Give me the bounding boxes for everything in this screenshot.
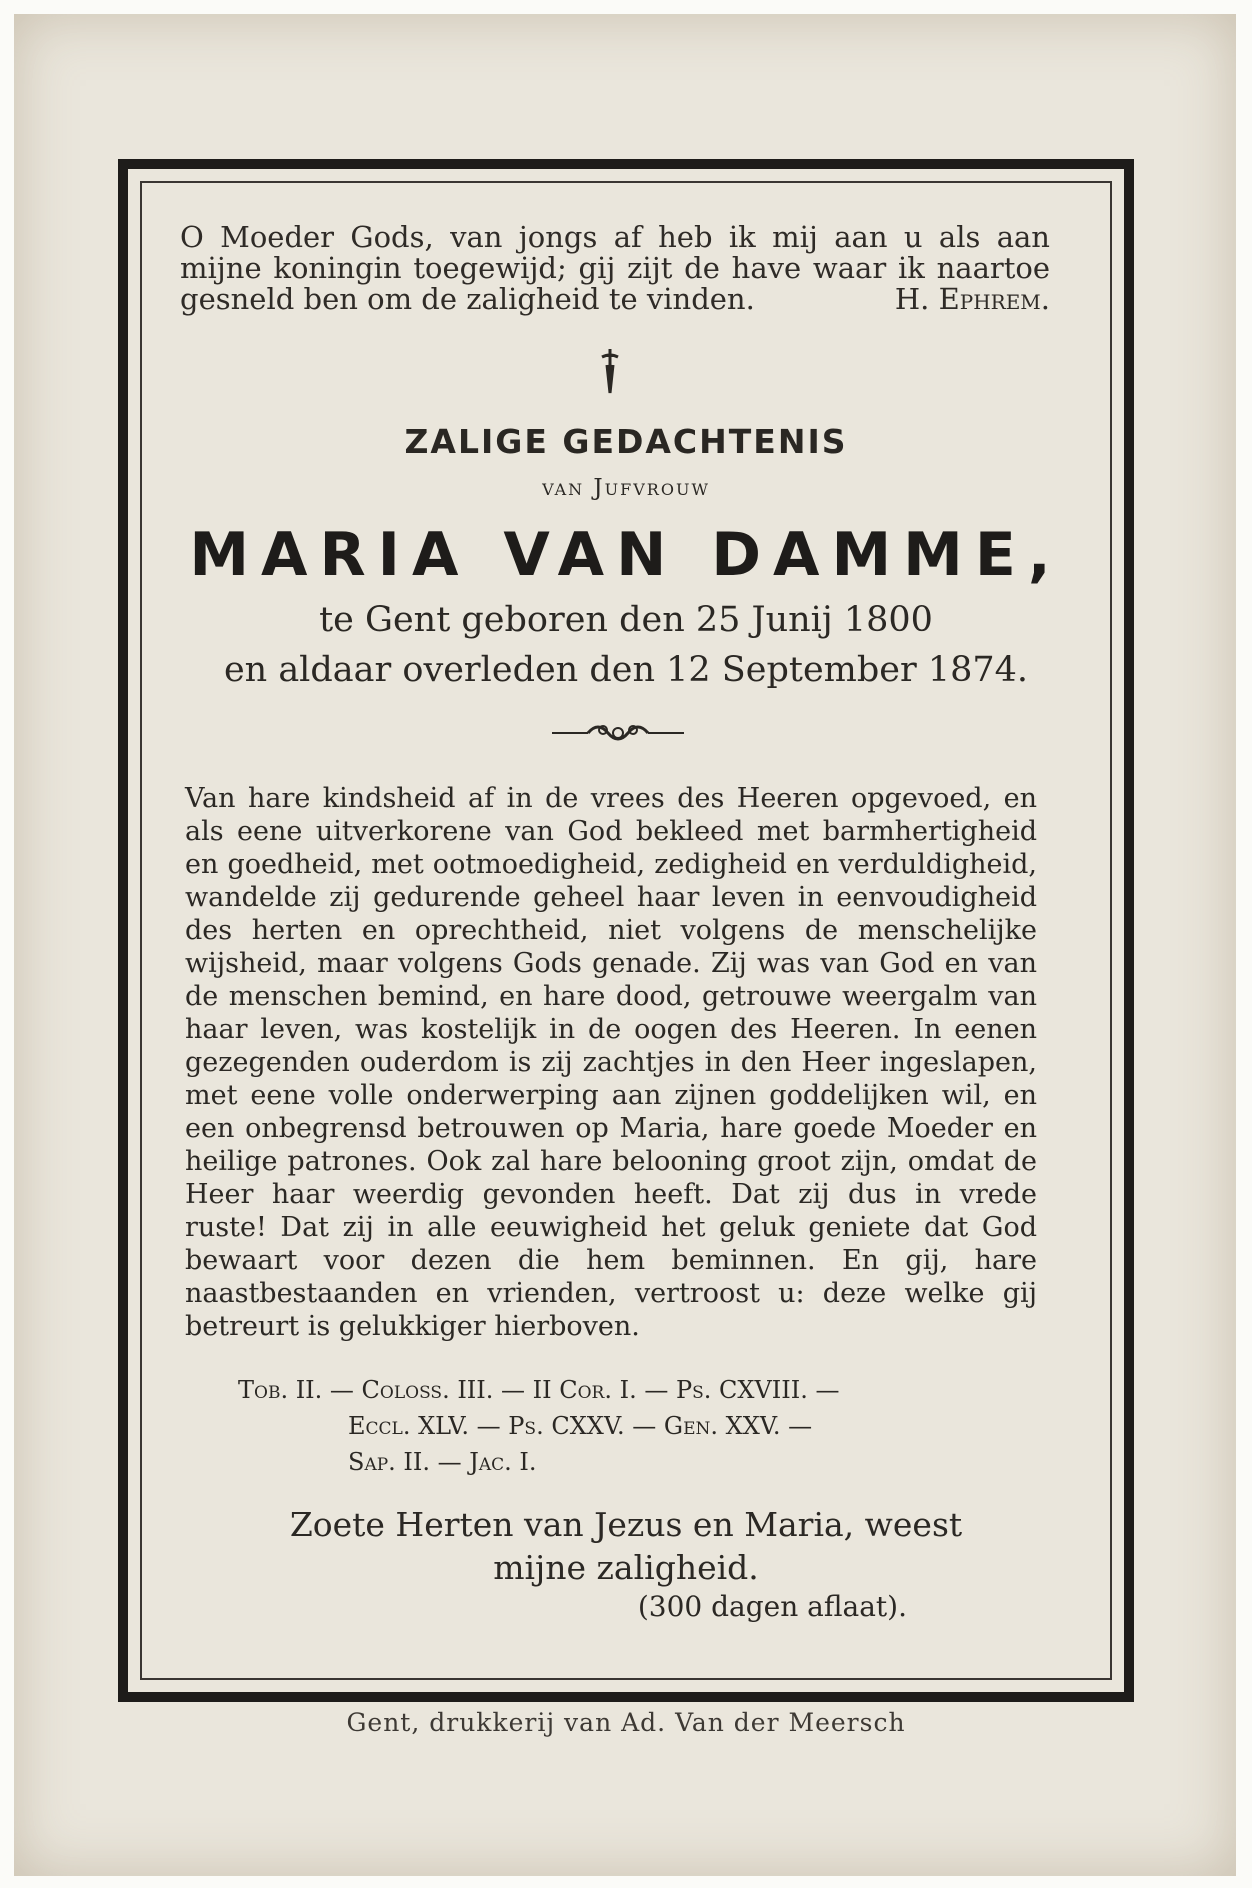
memorial-subtitle: van Jufvrouw xyxy=(542,475,710,501)
indulgence-note: (300 dagen aflaat). xyxy=(637,1590,907,1623)
references-line-3: Sap. II. — Jac. I. xyxy=(348,1448,537,1476)
cross-icon xyxy=(596,347,624,397)
scripture-references xyxy=(238,1372,1038,1480)
death-line: en aldaar overleden den 12 September 1874. xyxy=(223,650,1029,690)
prayer-line-1: Zoete Herten van Jezus en Maria, weest xyxy=(289,1505,963,1544)
printer-credit: Gent, drukkerij van Ad. Van der Meersch xyxy=(346,1708,906,1737)
epigraph xyxy=(180,222,1050,315)
references-line-1: Tob. II. — Coloss. III. — II Cor. I. — Ps. CXVIII. — xyxy=(238,1376,840,1404)
epigraph-attribution: H. Ephrem. xyxy=(894,282,1050,316)
deceased-name: MARIA VAN DAMME, xyxy=(189,520,1063,590)
prayer-line-2: mijne zaligheid. xyxy=(493,1548,759,1587)
epigraph-text: O Moeder Gods, van jongs af heb ik mij aan u als aan mijne koningin toegewijd; gij zijt de have waar ik naartoe gesneld ben om de zaligheid te vinden. xyxy=(180,220,1050,316)
references-line-2: Eccl. XLV. — Ps. CXXV. — Gen. XXV. — xyxy=(348,1412,813,1440)
memorial-body-text: Van hare kindsheid af in de vrees des Heeren opgevoed, en als eene uitverkorene van God bekleed met barmhertigheid en goedheid, met ootmoedigheid, zedigheid en verduldigheid, wandelde zij gedurende geheel haar leven in eenvoudigheid des herten en oprechtheid, niet volgens de menschelijke wijsheid, maar volgens Gods genade. Zij was van God en van de menschen bemind, en hare dood, getrouwe weergalm van haar leven, was kostelijk in de oogen des Heeren. In eenen gezegenden ouderdom is zij zachtjes in den Heer ingeslapen, met eene volle onderwerping aan zijnen goddelijken wil, en een onbegrensd betrouwen op Maria, hare goede Moeder en heilige patrones. Ook zal hare belooning groot zijn, omdat de Heer haar weerdig gevonden heeft. Dat zij dus in vrede ruste! Dat zij in alle eeuwigheid het geluk geniete dat God bewaart voor dezen die hem beminnen. En gij, hare naastbestaanden en vrienden, vertroost u: deze welke gij betreurt is gelukkiger hierboven. xyxy=(185,783,1037,1342)
ornament-divider-icon xyxy=(548,718,688,748)
memorial-title: ZALIGE GEDACHTENIS xyxy=(404,422,848,461)
birth-line: te Gent geboren den 25 Junij 1800 xyxy=(319,600,933,640)
